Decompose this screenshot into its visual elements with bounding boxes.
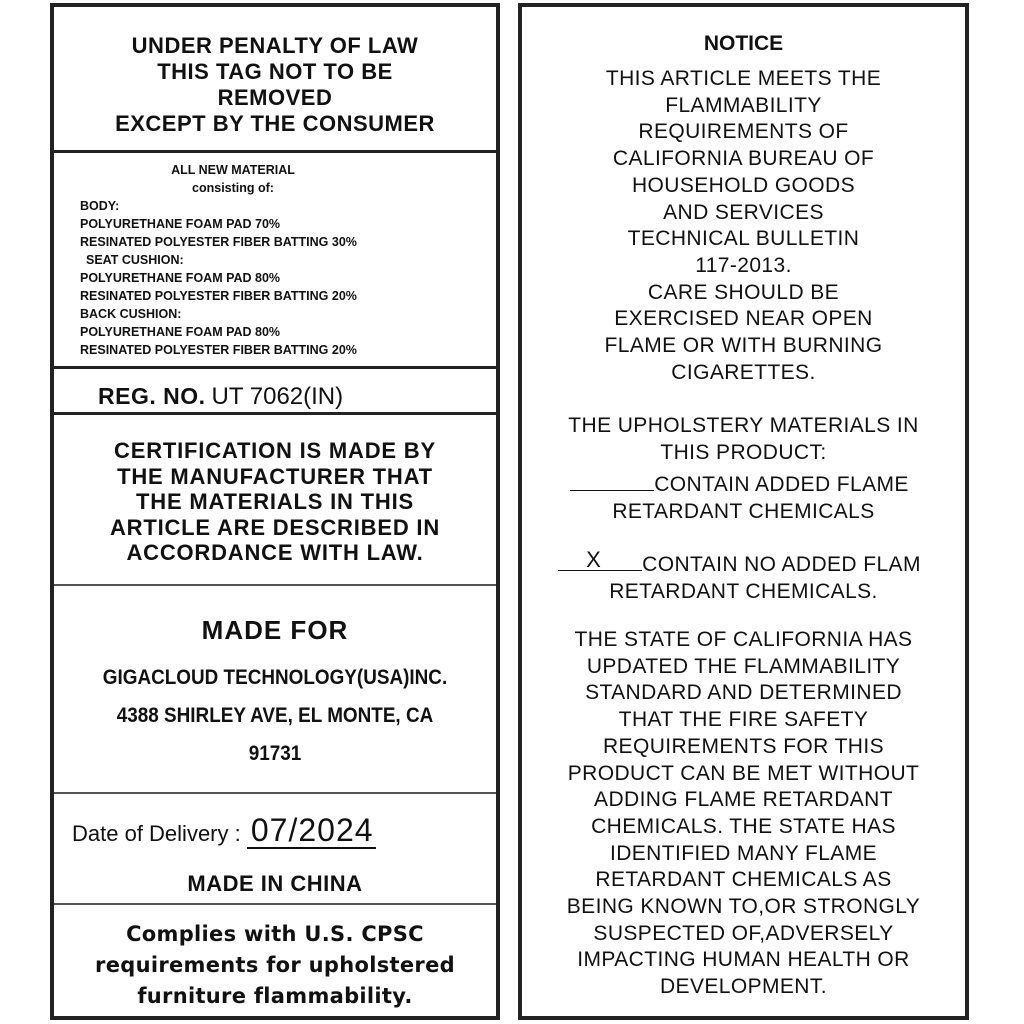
law-tag-left-panel — [50, 3, 500, 1020]
notice-title: NOTICE — [703, 32, 784, 55]
delivery-date: 07/2024 — [247, 813, 376, 849]
notice-line: FLAME OR WITH BURNING — [604, 334, 883, 358]
section-divider — [54, 412, 496, 415]
reg-value: UT 7062(IN) — [211, 383, 344, 410]
notice-line: CALIFORNIA BUREAU OF — [612, 147, 875, 171]
made-for-block — [54, 615, 496, 773]
checkbox-blank-no-added — [558, 547, 642, 573]
notice-line: FLAMMABILITY — [665, 93, 822, 117]
notice-right-panel — [518, 3, 969, 1020]
checkbox-blank-added — [570, 470, 654, 491]
penalty-line: EXCEPT BY THE CONSUMER — [115, 111, 435, 136]
penalty-warning — [54, 33, 496, 137]
company-name: GIGACLOUD TECHNOLOGY(USA)INC. — [102, 666, 448, 689]
notice-line: THAT THE FIRE SAFETY — [618, 708, 869, 732]
date-of-delivery — [54, 813, 496, 854]
penalty-line: REMOVED — [217, 85, 333, 110]
upholstery-statement — [522, 413, 965, 466]
certification-statement — [54, 438, 496, 566]
materials-heading: ALL NEW MATERIAL — [171, 163, 295, 177]
material-line: POLYURETHANE FOAM PAD 70% — [80, 217, 281, 231]
delivery-label: Date of Delivery : — [72, 821, 241, 846]
company-zip: 91731 — [248, 742, 302, 765]
option-text: CONTAIN ADDED FLAME — [654, 473, 909, 496]
notice-line: 117-2013. — [695, 253, 792, 277]
material-line: POLYURETHANE FOAM PAD 80% — [80, 271, 281, 285]
cert-line: THE MATERIALS IN THIS — [136, 489, 414, 514]
penalty-line: THIS TAG NOT TO BE — [157, 59, 393, 84]
notice-line: IMPACTING HUMAN HEALTH OR — [577, 948, 910, 972]
cpsc-compliance — [54, 919, 496, 1012]
option-text: RETARDANT CHEMICALS. — [609, 579, 878, 603]
material-line: RESINATED POLYESTER FIBER BATTING 30% — [80, 235, 357, 249]
notice-line: ADDING FLAME RETARDANT — [594, 788, 893, 812]
cert-line: CERTIFICATION IS MADE BY — [114, 438, 436, 463]
notice-line: IDENTIFIED MANY FLAME — [609, 841, 878, 865]
back-cushion-label: BACK CUSHION: — [80, 307, 182, 321]
notice-line: STANDARD AND DETERMINED — [585, 681, 902, 705]
materials-subheading: consisting of: — [192, 181, 274, 195]
notice-line: THE STATE OF CALIFORNIA HAS — [574, 628, 913, 651]
material-line: POLYURETHANE FOAM PAD 80% — [80, 325, 281, 339]
notice-line: CIGARETTES. — [671, 360, 816, 384]
notice-line: PRODUCT CAN BE MET WITHOUT — [567, 761, 920, 785]
notice-line: CARE SHOULD BE — [647, 280, 840, 304]
section-divider — [54, 366, 496, 369]
materials-list — [54, 161, 496, 359]
option-text: RETARDANT CHEMICALS — [612, 499, 875, 523]
cert-line: ARTICLE ARE DESCRIBED IN — [109, 514, 441, 540]
registration-number — [54, 379, 496, 415]
option-no-added-chemicals — [522, 547, 965, 605]
section-divider — [54, 792, 496, 794]
x-check-mark: X — [586, 547, 602, 573]
california-state-statement — [522, 627, 965, 1001]
section-divider — [54, 150, 496, 153]
cpsc-line: furniture flammability. — [137, 984, 413, 1008]
made-for-heading: MADE FOR — [201, 615, 349, 645]
notice-line: THE UPHOLSTERY MATERIALS IN — [568, 414, 919, 437]
notice-line: THIS PRODUCT: — [660, 440, 827, 464]
notice-line: REQUIREMENTS OF — [638, 120, 849, 144]
penalty-line: UNDER PENALTY OF LAW — [131, 33, 419, 58]
company-address: 4388 SHIRLEY AVE, EL MONTE, CA — [116, 704, 434, 727]
notice-line: BEING KNOWN TO,OR STRONGLY — [566, 895, 921, 919]
seat-cushion-label: SEAT CUSHION: — [86, 253, 184, 267]
notice-line: SUSPECTED OF,ADVERSELY — [593, 921, 894, 945]
notice-line: EXERCISED NEAR OPEN — [614, 307, 873, 331]
notice-line: RETARDANT CHEMICALS AS — [595, 868, 892, 892]
notice-line: CHEMICALS. THE STATE HAS — [591, 814, 896, 838]
notice-line: REQUIREMENTS FOR THIS — [602, 734, 885, 758]
material-line: RESINATED POLYESTER FIBER BATTING 20% — [80, 289, 357, 303]
country-of-origin: MADE IN CHINA — [187, 871, 363, 896]
notice-line: TECHNICAL BULLETIN — [627, 227, 860, 251]
flammability-statement — [522, 66, 965, 386]
notice-line: AND SERVICES — [663, 200, 824, 224]
notice-line: UPDATED THE FLAMMABILITY — [586, 654, 901, 678]
reg-label: REG. NO. — [98, 383, 206, 409]
option-added-chemicals — [522, 470, 965, 525]
cpsc-line: requirements for upholstered — [95, 953, 455, 977]
cert-line: ACCORDANCE WITH LAW. — [126, 540, 424, 565]
section-divider — [54, 584, 496, 586]
notice-line: DEVELOPMENT. — [659, 975, 827, 999]
cpsc-line: Complies with U.S. CPSC — [126, 922, 424, 946]
body-label: BODY: — [80, 199, 120, 213]
cert-line: THE MANUFACTURER THAT — [117, 463, 433, 489]
notice-line: THIS ARTICLE MEETS THE — [605, 67, 882, 90]
material-line: RESINATED POLYESTER FIBER BATTING 20% — [80, 343, 357, 357]
option-text: CONTAIN NO ADDED FLAM — [642, 553, 921, 576]
notice-line: HOUSEHOLD GOODS — [631, 173, 856, 197]
section-divider — [54, 903, 496, 905]
